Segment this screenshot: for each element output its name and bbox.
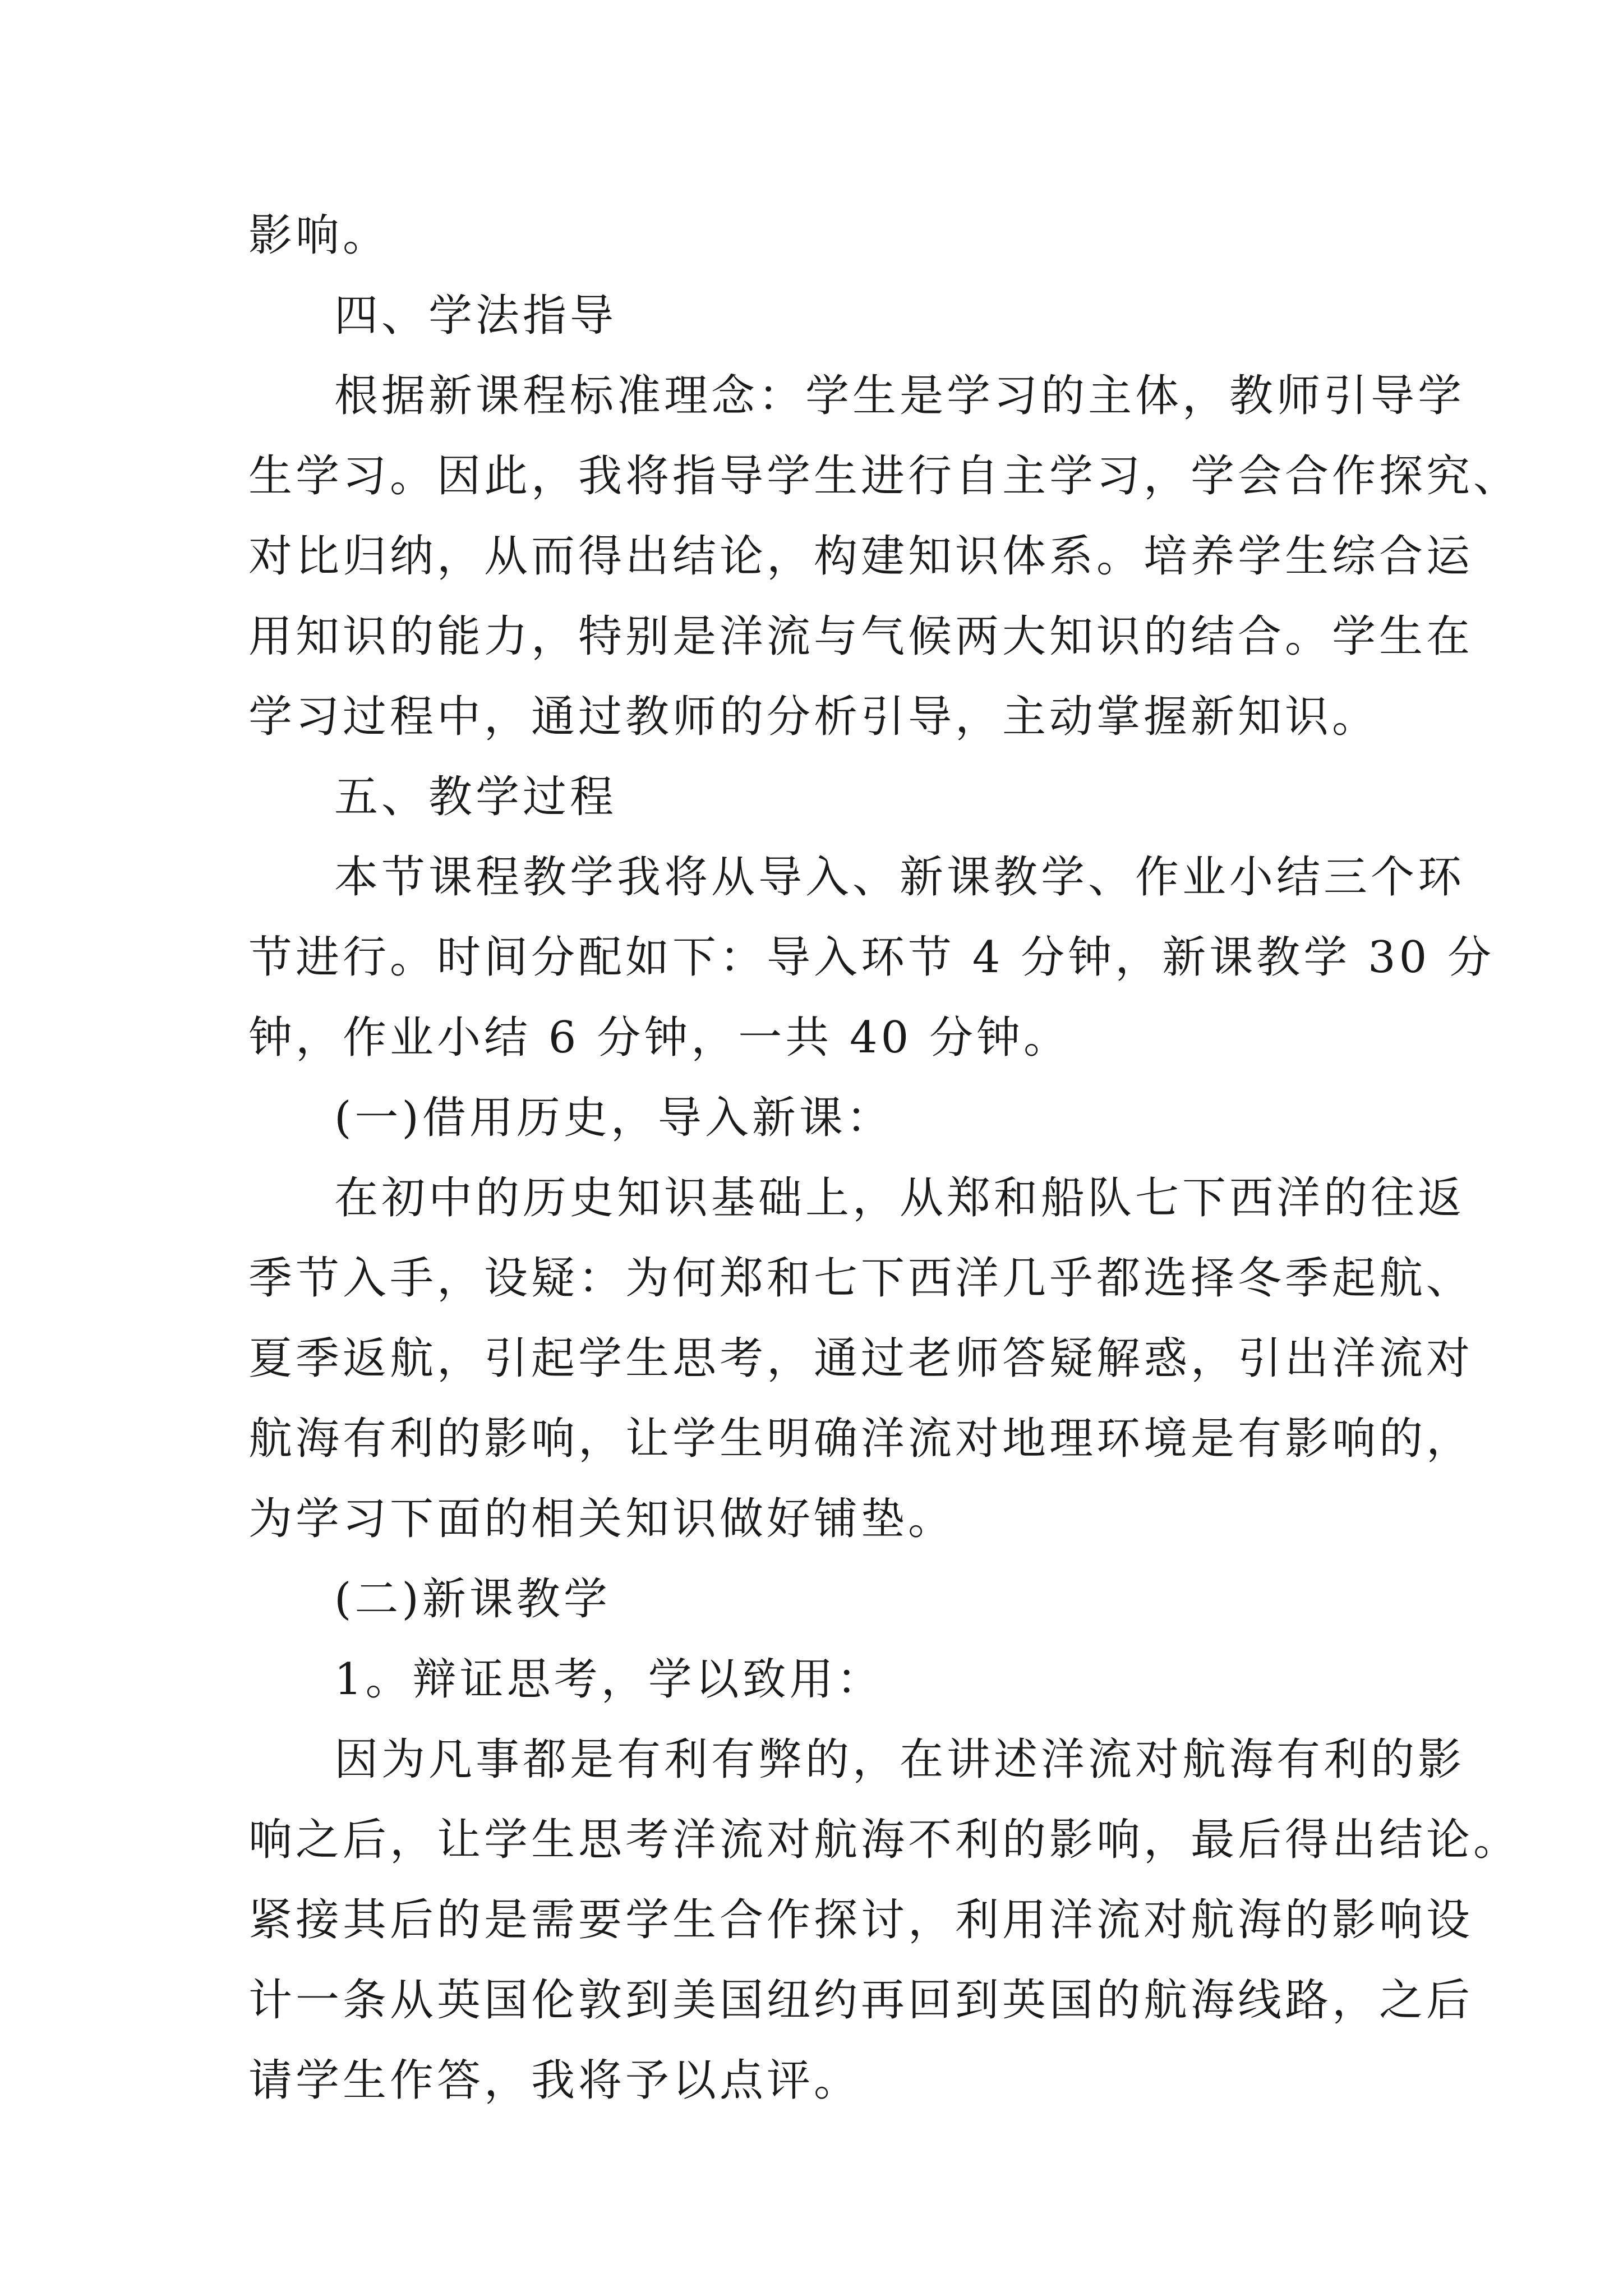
subsection-heading: (二)新课教学 [334,1574,611,1625]
paragraph-line: 航海有利的影响，让学生明确洋流对地理环境是有影响的， [248,1414,1474,1464]
paragraph-line: 紧接其后的是需要学生合作探讨，利用洋流对航海的影响设 [248,1895,1474,1945]
paragraph-line: 计一条从英国伦敦到美国纽约再回到英国的航海线路，之后 [248,1975,1474,2026]
paragraph-line: 对比归纳，从而得出结论，构建知识体系。培养学生综合运 [248,531,1474,582]
paragraph-line: 请学生作答，我将予以点评。 [248,2055,861,2106]
paragraph-line: 用知识的能力，特别是洋流与气候两大知识的结合。学生在 [248,611,1474,662]
paragraph-line: 在初中的历史知识基础上，从郑和船队七下西洋的往返 [334,1173,1465,1223]
paragraph-line: 生学习。因此，我将指导学生进行自主学习，学会合作探究、 [248,451,1521,501]
paragraph-line: 夏季返航，引起学生思考，通过老师答疑解惑，引出洋流对 [248,1333,1474,1384]
section-heading: 四、学法指导 [334,291,617,341]
paragraph-line: 钟，作业小结 6 分钟，一共 40 分钟。 [248,1013,1071,1063]
paragraph-line: 因为凡事都是有利有弊的，在讲述洋流对航海有利的影 [334,1734,1465,1785]
paragraph-line: 学习过程中，通过教师的分析引导，主动掌握新知识。 [248,692,1380,742]
paragraph-line: 影响。 [248,210,390,261]
paragraph-line: 根据新课程标准理念：学生是学习的主体，教师引导学 [334,371,1465,421]
subsection-heading: (一)借用历史，导入新课： [334,1093,893,1143]
paragraph-line: 节进行。时间分配如下：导入环节 4 分钟，新课教学 30 分 [248,932,1495,983]
paragraph-line: 响之后，让学生思考洋流对航海不利的影响，最后得出结论。 [248,1815,1521,1865]
section-heading: 五、教学过程 [334,772,617,822]
item-heading: 1。辩证思考，学以致用： [334,1654,884,1705]
paragraph-line: 季节入手，设疑：为何郑和七下西洋几乎都选择冬季起航、 [248,1253,1474,1304]
paragraph-line: 本节课程教学我将从导入、新课教学、作业小结三个环 [334,852,1465,903]
paragraph-line: 为学习下面的相关知识做好铺垫。 [248,1494,956,1544]
